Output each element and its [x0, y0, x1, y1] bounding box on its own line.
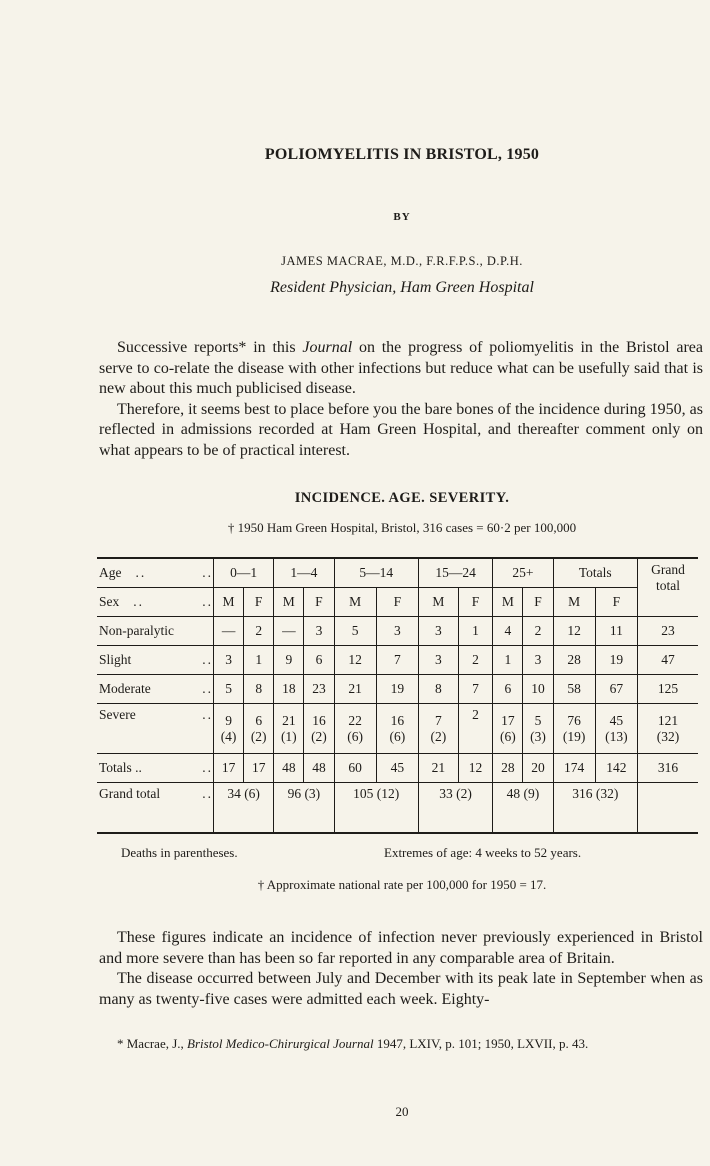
row-label: Totals ..	[99, 760, 142, 775]
table-cell: —	[274, 617, 304, 646]
table-cell: 11	[595, 617, 637, 646]
grand-total-group-cell: 105 (12)	[334, 783, 418, 834]
incidence-table	[97, 557, 698, 834]
table-cell: 142	[595, 754, 637, 783]
article-title: POLIOMYELITIS IN BRISTOL, 1950	[264, 146, 540, 163]
sex-header: F	[244, 588, 274, 617]
severe-deaths: (2)	[430, 728, 447, 744]
sex-header: M	[493, 588, 523, 617]
table-cell	[334, 704, 376, 754]
row-label: Non-paralytic	[97, 617, 214, 646]
table-cell: 5	[214, 675, 244, 704]
table-cell: 9	[274, 646, 304, 675]
row-label-cell	[97, 704, 214, 754]
byline-by: BY	[393, 211, 411, 223]
sex-header: F	[523, 588, 553, 617]
table-cell: 1	[493, 646, 523, 675]
row-dots: ..	[202, 652, 213, 667]
severe-cases: 22	[348, 712, 362, 728]
row-label: Moderate	[99, 681, 151, 696]
severe-deaths: (19)	[562, 728, 586, 744]
row-label: Slight	[99, 652, 132, 667]
table-cell: 23	[304, 675, 334, 704]
severe-cases: 7	[434, 712, 442, 728]
severe-cases: 45	[609, 712, 624, 728]
grand-total-cell: 125	[638, 675, 699, 704]
grand-total-cell: 47	[638, 646, 699, 675]
age-group-header: 1—4	[274, 558, 334, 588]
table-cell: 8	[244, 675, 274, 704]
table-cell	[274, 704, 304, 754]
grand-total-cell	[638, 783, 699, 834]
severe-deaths: (3)	[530, 728, 546, 744]
row-dots: ..	[202, 681, 213, 696]
severe-cases: 21	[282, 712, 296, 728]
table-cell: 3	[304, 617, 334, 646]
age-group-header: 0—1	[214, 558, 274, 588]
body-paragraph-1: These figures indicate an incidence of infection never previously experienced in Bristol and more severe than has been so far reported in any comparable area of Britain.	[99, 929, 703, 967]
footnote	[99, 1035, 703, 1052]
row-label-cell	[97, 754, 214, 783]
table-cell: 20	[523, 754, 553, 783]
table-row-totals	[97, 754, 698, 783]
severe-cases: 76	[567, 712, 581, 728]
table-cell: —	[214, 617, 244, 646]
table-cell: 48	[274, 754, 304, 783]
age-dots: ..	[202, 565, 213, 580]
table-row-slight	[97, 646, 698, 675]
author-affiliation: Resident Physician, Ham Green Hospital	[270, 279, 534, 296]
severe-deaths: (4)	[220, 728, 237, 744]
grand-total-cell: 23	[638, 617, 699, 646]
sex-header: F	[595, 588, 637, 617]
table-cell: 6	[304, 646, 334, 675]
sex-header: M	[418, 588, 458, 617]
table-cell: 10	[523, 675, 553, 704]
severe-cases: 16	[312, 712, 326, 728]
age-label: Age	[99, 565, 122, 580]
table-cell: 12	[334, 646, 376, 675]
body-section	[99, 928, 703, 1010]
age-header-row	[97, 558, 698, 588]
table-row-moderate	[97, 675, 698, 704]
grand-total-group-cell: 33 (2)	[418, 783, 492, 834]
table-row-non-paralytic	[97, 617, 698, 646]
table-cell: 3	[376, 617, 418, 646]
author-name: JAMES MACRAE, M.D., F.R.F.P.S., D.P.H.	[281, 254, 523, 268]
table-cell: 7	[458, 675, 493, 704]
table-subtitle: † 1950 Ham Green Hospital, Bristol, 316 cases = 60·2 per 100,000	[227, 520, 577, 535]
deaths-note: Deaths in parentheses.	[121, 845, 238, 860]
table-cell: 21	[418, 754, 458, 783]
sex-header: M	[274, 588, 304, 617]
table-cell: 6	[493, 675, 523, 704]
table-cell: 3	[418, 646, 458, 675]
table-cell: 12	[458, 754, 493, 783]
severe-deaths: (6)	[499, 728, 516, 744]
intro-p1-start: Successive reports* in this	[117, 339, 303, 356]
table-cell: 28	[493, 754, 523, 783]
table-cell	[553, 704, 595, 754]
row-dots: ..	[202, 760, 213, 775]
intro-paragraph-2: Therefore, it seems best to place before you the bare bones of the incidence during 1950, as reflected in admissions recorded at Ham Green Hospital, and thereafter comment only on what appears to be of practical interest.	[99, 400, 703, 459]
table-cell: 1	[244, 646, 274, 675]
table-cell: 60	[334, 754, 376, 783]
severe-deaths: (2)	[311, 728, 327, 744]
row-label-cell	[97, 646, 214, 675]
row-label-cell	[97, 675, 214, 704]
grand-total-group-cell: 34 (6)	[214, 783, 274, 834]
sex-label-cell	[97, 588, 214, 617]
intro-paragraph-1	[99, 338, 703, 400]
table-cell: 12	[553, 617, 595, 646]
sex-dots: ..	[202, 594, 213, 609]
table-cell: 2	[244, 617, 274, 646]
grand-total-cell	[638, 704, 699, 754]
table-cell: 48	[304, 754, 334, 783]
grand-total-group-cell: 96 (3)	[274, 783, 334, 834]
grand-total-header: Grand total	[638, 558, 699, 617]
grand-total-cell: 316	[638, 754, 699, 783]
table-cell: 2	[458, 646, 493, 675]
row-dots: ..	[202, 707, 213, 722]
sex-dots-2: ..	[133, 594, 144, 609]
table-cell: 5	[334, 617, 376, 646]
table-cell: 28	[553, 646, 595, 675]
sex-header: F	[304, 588, 334, 617]
age-group-header: Totals	[553, 558, 637, 588]
table-cell: 3	[214, 646, 244, 675]
table-cell	[493, 704, 523, 754]
table-title: INCIDENCE. AGE. SEVERITY.	[294, 490, 510, 506]
table-cell: 58	[553, 675, 595, 704]
page-number: 20	[395, 1104, 409, 1119]
row-dots: ..	[202, 786, 213, 801]
table-cell: 174	[553, 754, 595, 783]
sex-header: F	[458, 588, 493, 617]
intro-p1-end: on the progress of poliomyelitis in the Bristol area serve to co-relate the disease with other infections but reduce what can be usefully said that is new about this much publicised disease.	[99, 339, 704, 397]
sex-header: M	[553, 588, 595, 617]
table-cell: 1	[458, 617, 493, 646]
severe-deaths: (6)	[389, 728, 406, 744]
severe-deaths: (6)	[347, 728, 363, 744]
age-dots-2: ..	[135, 565, 147, 580]
table-cell: 8	[418, 675, 458, 704]
age-group-header: 25+	[493, 558, 553, 588]
table-cell	[458, 704, 493, 754]
row-label: Grand total	[99, 786, 161, 801]
severe-cases: 2	[472, 707, 479, 722]
table-row-severe	[97, 704, 698, 754]
table-cell: 45	[376, 754, 418, 783]
table-cell	[244, 704, 274, 754]
age-group-header: 15—24	[418, 558, 492, 588]
footnote-citation: 1947, LXIV, p. 101; 1950, LXVII, p. 43.	[373, 1036, 589, 1051]
severe-cases: 17	[501, 712, 515, 728]
table-cell	[523, 704, 553, 754]
sex-header: M	[214, 588, 244, 617]
sex-label: Sex	[99, 594, 120, 609]
body-paragraph-2: The disease occurred between July and December with its peak late in September when as many as twenty-five cases were admitted each week. Eighty-	[99, 970, 703, 1008]
table-cell: 3	[523, 646, 553, 675]
table-cell: 18	[274, 675, 304, 704]
footnote-author: * Macrae, J.,	[117, 1036, 188, 1051]
table-cell: 2	[523, 617, 553, 646]
sex-header-row	[97, 588, 698, 617]
table-cell: 4	[493, 617, 523, 646]
table-cell: 21	[334, 675, 376, 704]
row-label: Severe	[99, 707, 136, 722]
table-cell: 19	[376, 675, 418, 704]
footnote-journal: Bristol Medico-Chirurgical Journal	[187, 1036, 374, 1051]
table-cell: 3	[418, 617, 458, 646]
row-label-cell	[97, 783, 214, 834]
grand-total-group-cell: 316 (32)	[553, 783, 637, 834]
severe-grand-deaths: (32)	[656, 728, 680, 744]
table-row-grand-total	[97, 783, 698, 834]
table-cell: 17	[214, 754, 244, 783]
age-label-cell	[97, 558, 214, 588]
severe-grand-cases: 121	[657, 712, 679, 728]
severe-cases: 5	[534, 712, 542, 728]
severe-deaths: (2)	[250, 728, 267, 744]
table-cell	[214, 704, 244, 754]
severe-cases: 16	[390, 712, 405, 728]
sex-header: M	[334, 588, 376, 617]
national-rate-note: † Approximate national rate per 100,000 for 1950 = 17.	[257, 877, 547, 892]
table-cell: 7	[376, 646, 418, 675]
severe-deaths: (1)	[280, 728, 297, 744]
age-extremes-note: Extremes of age: 4 weeks to 52 years.	[384, 845, 582, 860]
table-cell: 67	[595, 675, 637, 704]
table-cell	[595, 704, 637, 754]
intro-section	[99, 338, 703, 461]
table-cell	[376, 704, 418, 754]
table-cell: 17	[244, 754, 274, 783]
severe-cases: 6	[255, 712, 263, 728]
sex-header: F	[376, 588, 418, 617]
table-cell: 19	[595, 646, 637, 675]
table-cell	[418, 704, 458, 754]
grand-total-group-cell: 48 (9)	[493, 783, 553, 834]
age-group-header: 5—14	[334, 558, 418, 588]
table-cell	[304, 704, 334, 754]
severe-cases: 9	[225, 712, 232, 728]
severe-deaths: (13)	[605, 728, 628, 744]
intro-journal-name: Journal	[302, 339, 353, 356]
